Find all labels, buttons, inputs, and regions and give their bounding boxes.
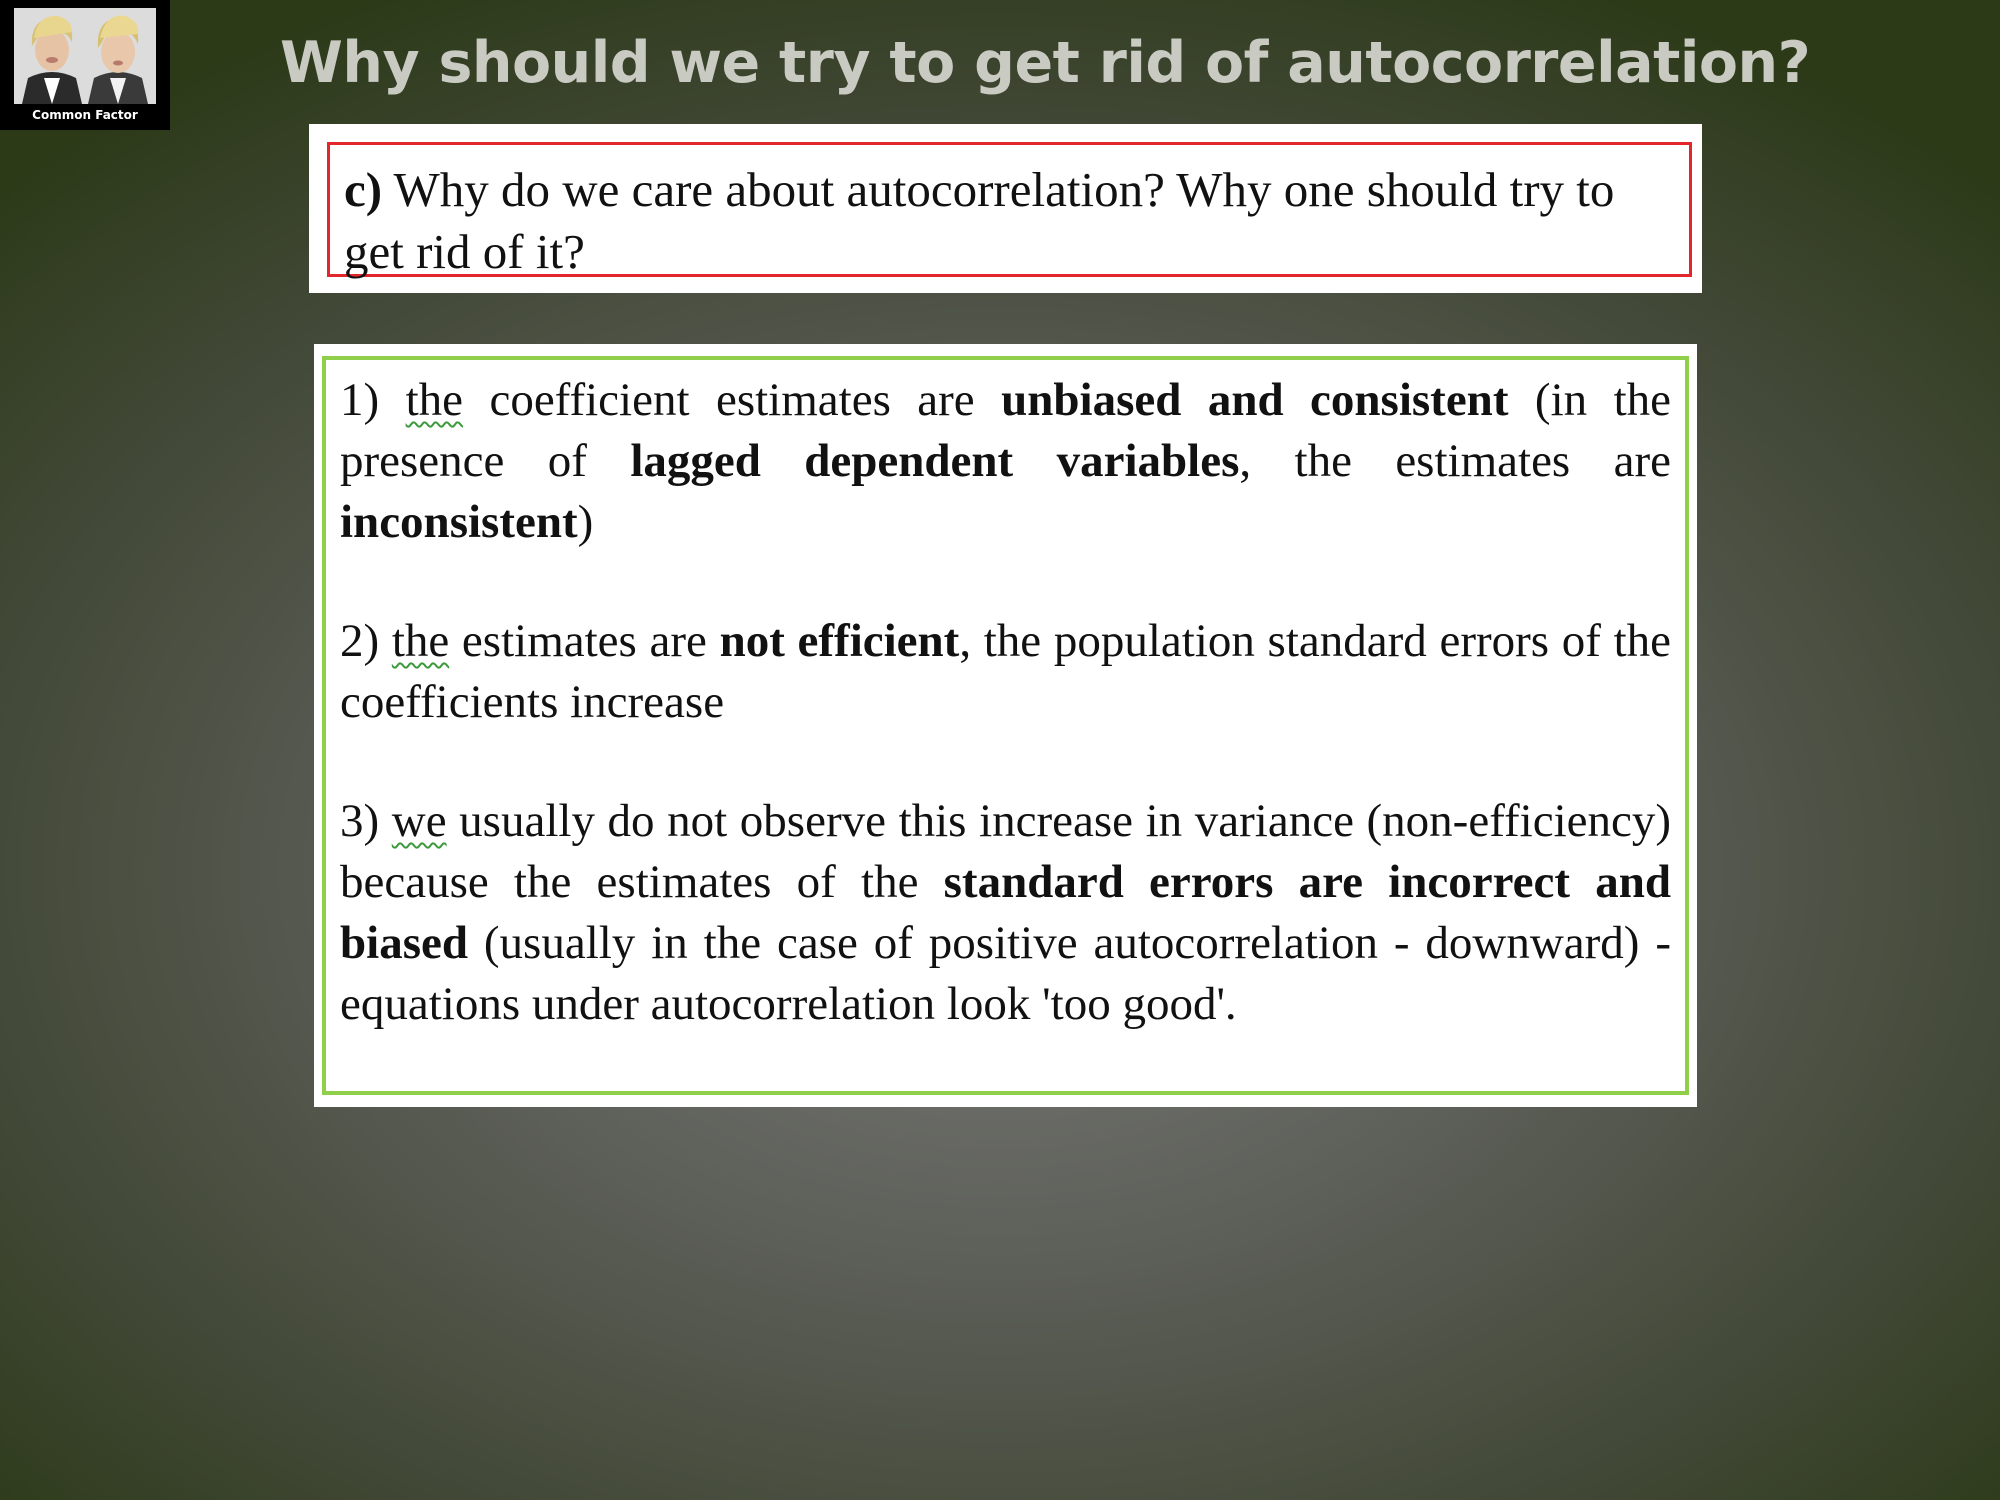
- logo: [0, 0, 170, 130]
- point-bold-text: inconsistent: [340, 496, 578, 548]
- answer-point-2: [340, 611, 1671, 733]
- point-text: usually do not observe this increase in variance (non-efficiency) because the estimates of the: [340, 795, 1671, 908]
- point-text: , the estimates are: [1239, 435, 1671, 487]
- point-number: 2): [340, 615, 392, 667]
- two-person-photo-icon: [14, 8, 156, 104]
- point-text: (in the presence of: [340, 374, 1671, 487]
- answer-box: [322, 356, 1689, 1095]
- spellcheck-word: the: [405, 374, 464, 426]
- point-text: , the population standard errors of the coefficients increase: [340, 615, 1671, 728]
- point-number: 1): [340, 374, 406, 426]
- point-text: estimates are: [449, 615, 720, 667]
- logo-caption: Common Factor: [32, 108, 138, 122]
- question-panel: [309, 124, 1702, 293]
- answer-point-3: [340, 791, 1671, 1035]
- point-bold-text: lagged dependent variables: [630, 435, 1240, 487]
- question-text: Why do we care about autocorrelation? Why one should try to get rid of it?: [344, 162, 1615, 279]
- point-bold-text: not efficient: [719, 615, 960, 667]
- spellcheck-word: we: [391, 795, 447, 847]
- point-bold-text: standard errors are incorrect and biased: [340, 856, 1672, 969]
- point-text: coefficient estimates are: [463, 374, 1002, 426]
- point-number: 3): [340, 795, 392, 847]
- slide-title: Why should we try to get rid of autocorrelation?: [280, 30, 1811, 96]
- point-text: ): [577, 496, 594, 548]
- answer-point-1: [340, 370, 1671, 553]
- answer-panel: [314, 344, 1697, 1107]
- question-box: [327, 142, 1692, 277]
- spellcheck-word: the: [391, 615, 450, 667]
- question-label: c): [344, 162, 383, 217]
- point-bold-text: unbiased and consistent: [1001, 374, 1509, 426]
- point-text: (usually in the case of positive autocorrelation - downward) - equations under autocorrelation look 'too good'.: [340, 917, 1671, 1030]
